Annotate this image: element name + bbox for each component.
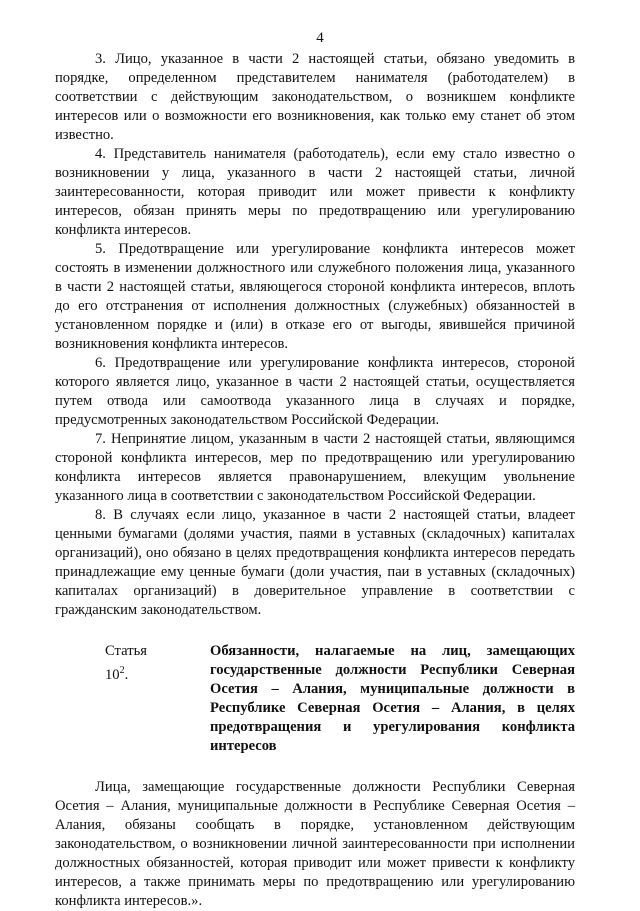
page-number: 4 <box>316 30 324 46</box>
paragraph-4: 4. Представитель нанимателя (работодатель), если ему стало известно о возникновении у лица, указанного в части 2 настоящей статьи, личной заинтересованности, которая приводит или может привести к конфликту интересов, обязан принять меры по предотвращению или урегулированию конфликта интересов. <box>55 146 575 238</box>
article-label <box>55 642 165 756</box>
article-label-text: Статья 10 <box>105 643 147 683</box>
article-label-superscript: 2 <box>119 665 125 676</box>
final-paragraph: Лица, замещающие государственные должности Республики Северная Осетия – Алания, муниципальные должности в Республике Северная Осетия – Алания, обязаны сообщать в порядке, установленном действующим законодательством, о возникновении личной заинтересованности при исполнении должностных обязанностей, которая приводит или может привести к конфликту интересов, а также принимать меры по предотвращению или урегулированию конфликта интересов.». <box>55 779 575 909</box>
document-body <box>55 50 575 911</box>
paragraph-7: 7. Непринятие лицом, указанным в части 2 настоящей статьи, являющимся стороной конфликта интересов, мер по предотвращению или урегулированию конфликта интересов является правонарушением, влекущим увольнение указанного лица в соответствии с законодательством Российской Федерации. <box>55 431 575 504</box>
paragraph-8: 8. В случаях если лицо, указанное в части 2 настоящей статьи, владеет ценными бумагами (долями участия, паями в уставных (складочных) капиталах организаций), оно обязано в целях предотвращения конфликта интересов передать принадлежащие ему ценные бумаги (доли участия, паи в уставных (складочных) капиталах организаций) в доверительное управление в соответствии с гражданским законодательством. <box>55 507 575 618</box>
article-title: Обязанности, налагаемые на лиц, замещающих государственные должности Республики Северная Осетия – Алания, муниципальные должности в Республике Северная Осетия – Алания, в целях предотвращения и урегулирования конфликта интересов <box>210 643 575 754</box>
paragraph-3: 3. Лицо, указанное в части 2 настоящей статьи, обязано уведомить в порядке, определенном представителем нанимателя (работодателем) в соответствии с действующим законодательством, о возникшем конфликте интересов или о возможности его возникновения, как только ему станет об этом известно. <box>55 51 575 143</box>
article-heading <box>55 642 575 756</box>
article-label-suffix: . <box>124 666 129 683</box>
paragraph-5: 5. Предотвращение или урегулирование конфликта интересов может состоять в изменении должностного или служебного положения лица, указанного в части 2 настоящей статьи, являющегося стороной конфликта интересов, вплоть до его отстранения от исполнения должностных (служебных) обязанностей в установленном порядке и (или) в отказе его от выгоды, явившейся причиной возникновения конфликта интересов. <box>55 241 575 352</box>
paragraph-6: 6. Предотвращение или урегулирование конфликта интересов, стороной которого является лицо, указанное в части 2 настоящей статьи, осуществляется путем отвода или самоотвода указанного лица в случаях и порядке, предусмотренных законодательством Российской Федерации. <box>55 355 575 428</box>
